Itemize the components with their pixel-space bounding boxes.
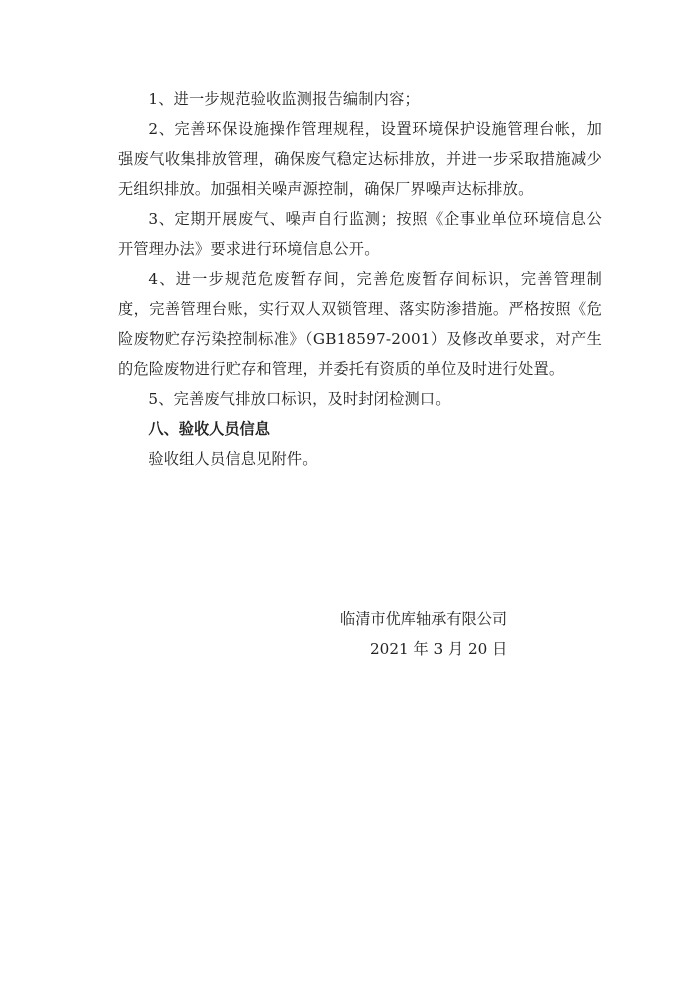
paragraph-item-3: 3、定期开展废气、噪声自行监测；按照《企事业单位环境信息公开管理办法》要求进行环境信息公开。 <box>118 210 602 258</box>
paragraph-item-1: 1、进一步规范验收监测报告编制内容； <box>148 90 420 108</box>
section-text: 验收组人员信息见附件。 <box>148 450 318 468</box>
paragraph-item-2: 2、完善环保设施操作管理规程，设置环境保护设施管理台帐，加强废气收集排放管理，确保废气稳定达标排放，并进一步采取措施减少无组织排放。加强相关噪声源控制，确保厂界噪声达标排放。 <box>118 120 602 198</box>
signature-block <box>340 604 540 664</box>
paragraph-item-5: 5、完善废气排放口标识，及时封闭检测口。 <box>148 390 451 408</box>
company-name: 临清市优库轴承有限公司 <box>340 610 508 628</box>
section-heading: 八、验收人员信息 <box>148 420 270 438</box>
document-body <box>118 84 602 474</box>
paragraph-item-4: 4、进一步规范危废暂存间，完善危废暂存间标识，完善管理制度，完善管理台账，实行双人双锁管理、落实防渗措施。严格按照《危险废物贮存污染控制标准》（GB18597-2001）及修改单要求，对产生的危险废物进行贮存和管理，并委托有资质的单位及时进行处置。 <box>118 270 602 378</box>
document-date: 2021 年 3 月 20 日 <box>370 640 508 658</box>
